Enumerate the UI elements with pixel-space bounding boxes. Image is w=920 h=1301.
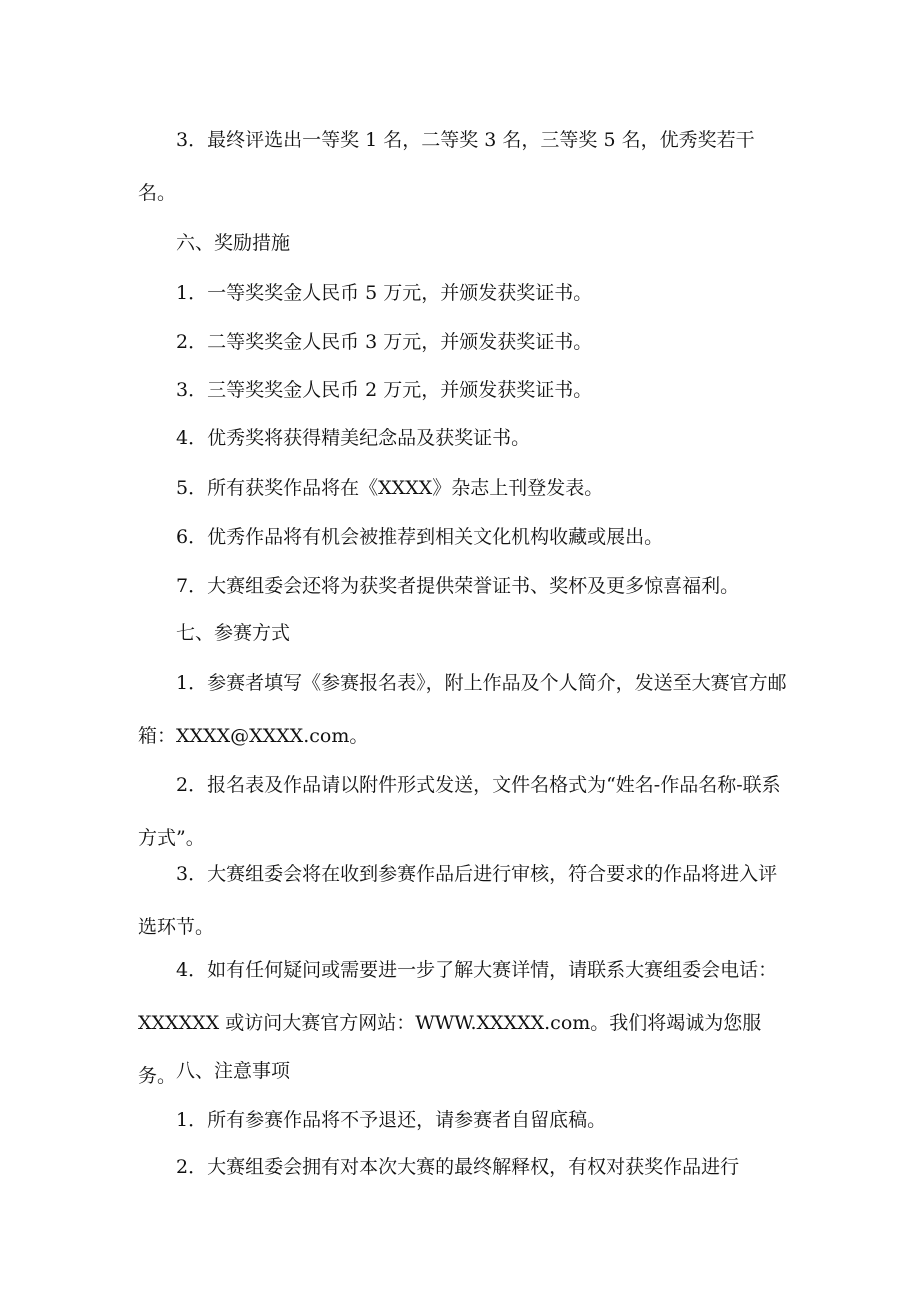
participation-item-3: 3．大赛组委会将在收到参赛作品后进行审核，符合要求的作品将进入评选环节。 <box>138 863 778 938</box>
section-heading-notes: 八、注意事项 <box>176 1060 291 1082</box>
participation-item-1: 1．参赛者填写《参赛报名表》，附上作品及个人简介，发送至大赛官方邮箱：XXXX@XXXX.com。 <box>138 672 787 747</box>
section-heading-rewards: 六、奖励措施 <box>176 232 291 254</box>
notes-item-2: 2．大赛组委会拥有对本次大赛的最终解释权，有权对获奖作品进行 <box>176 1156 740 1178</box>
section-heading-participation: 七、参赛方式 <box>176 622 291 644</box>
award-count-item: 3．最终评选出一等奖 1 名，二等奖 3 名，三等奖 5 名，优秀奖若干名。 <box>138 129 755 204</box>
reward-item-3: 3．三等奖奖金人民币 2 万元，并颁发获奖证书。 <box>176 379 593 401</box>
reward-item-7: 7．大赛组委会还将为获奖者提供荣誉证书、奖杯及更多惊喜福利。 <box>176 575 740 597</box>
reward-item-2: 2．二等奖奖金人民币 3 万元，并颁发获奖证书。 <box>176 331 593 353</box>
reward-item-6: 6．优秀作品将有机会被推荐到相关文化机构收藏或展出。 <box>176 526 664 548</box>
participation-item-2: 2．报名表及作品请以附件形式发送，文件名格式为“姓名-作品名称-联系方式”。 <box>138 774 781 849</box>
reward-item-4: 4．优秀奖将获得精美纪念品及获奖证书。 <box>176 427 531 449</box>
notes-item-1: 1．所有参赛作品将不予退还，请参赛者自留底稿。 <box>176 1109 607 1131</box>
participation-item-4: 4．如有任何疑问或需要进一步了解大赛详情，请联系大赛组委会电话：XXXXXX 或访问大赛官方网站：WWW.XXXXX.com。我们将竭诚为您服务。 <box>138 959 778 1087</box>
reward-item-5: 5．所有获奖作品将在《XXXX》杂志上刊登发表。 <box>176 477 604 499</box>
reward-item-1: 1．一等奖奖金人民币 5 万元，并颁发获奖证书。 <box>176 282 593 304</box>
